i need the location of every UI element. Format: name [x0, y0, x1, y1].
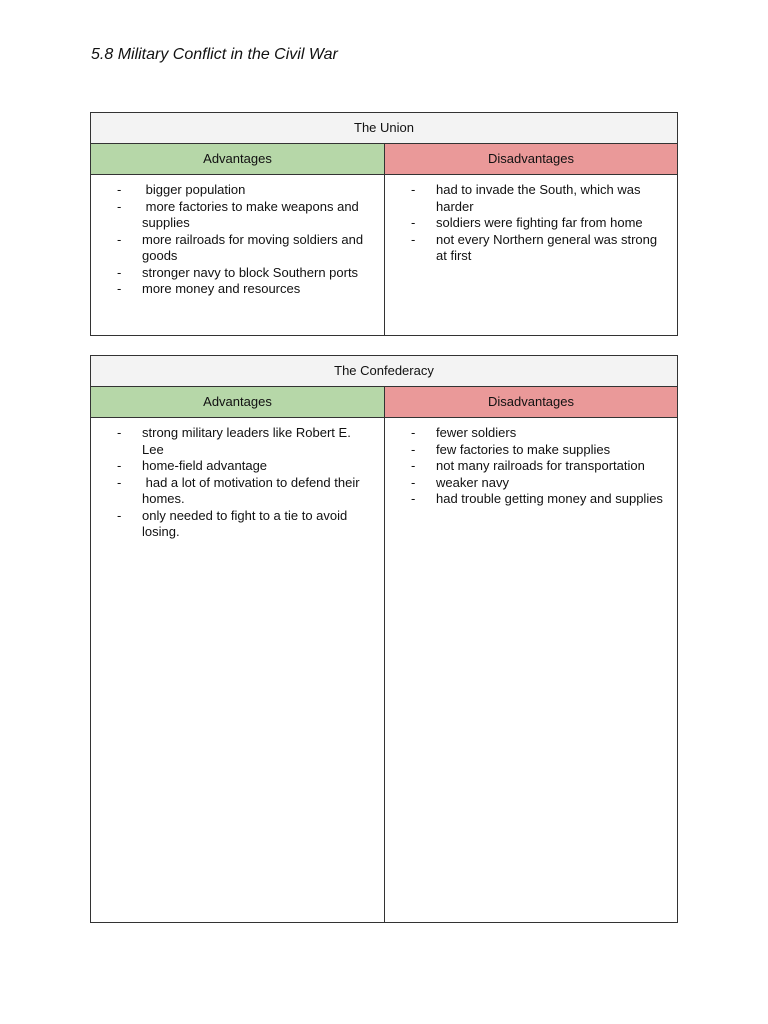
confederacy-disadvantages-cell [385, 418, 677, 922]
list-item-text: had trouble getting money and supplies [436, 491, 663, 506]
list-item [411, 425, 669, 442]
list-item [411, 182, 669, 215]
list-item [411, 458, 669, 475]
list-item-text: not many railroads for transportation [436, 458, 645, 473]
union-header-row [91, 144, 677, 175]
dash-marker: - [411, 231, 416, 247]
list-item-text: more factories to make weapons and supplies [142, 198, 363, 230]
confederacy-table [90, 355, 678, 923]
confederacy-advantages-cell [91, 418, 385, 922]
confederacy-table-title: The Confederacy [91, 356, 677, 387]
union-advantages-header: Advantages [91, 144, 385, 174]
list-item [117, 182, 376, 199]
dash-marker: - [117, 474, 122, 490]
list-item-text: stronger navy to block Southern ports [142, 264, 359, 280]
list-item-text: weaker navy [436, 474, 509, 490]
confederacy-advantages-header: Advantages [91, 387, 385, 417]
union-body-row [91, 175, 677, 335]
list-item [117, 232, 376, 265]
list-item-text: few factories to make supplies [436, 441, 611, 457]
dash-marker: - [117, 231, 122, 247]
list-item [117, 265, 376, 282]
list-item-text: had to invade the South, which was harder [436, 182, 645, 214]
list-item [411, 491, 669, 508]
dash-marker: - [117, 425, 122, 440]
dash-marker: - [411, 425, 416, 440]
union-disadvantages-cell [385, 175, 677, 335]
list-item [411, 442, 669, 459]
page-title: 5.8 Military Conflict in the Civil War [91, 46, 338, 63]
dash-marker: - [411, 474, 416, 490]
dash-marker: - [117, 264, 122, 280]
union-advantages-list [117, 182, 376, 298]
list-item [117, 425, 376, 458]
list-item-text: not every Northern general was strong at first [436, 231, 661, 263]
union-table-title: The Union [91, 113, 677, 144]
list-item-text: home-field advantage [142, 458, 268, 473]
confederacy-disadvantages-list [411, 425, 669, 508]
list-item [411, 475, 669, 492]
list-item-text: more money and resources [142, 281, 301, 296]
dash-marker: - [411, 491, 416, 506]
list-item-text: had a lot of motivation to defend their homes. [142, 474, 364, 506]
dash-marker: - [411, 182, 416, 197]
union-advantages-cell [91, 175, 385, 335]
confederacy-disadvantages-header: Disadvantages [385, 387, 677, 417]
list-item [117, 458, 376, 475]
dash-marker: - [411, 441, 416, 457]
dash-marker: - [117, 182, 122, 197]
dash-marker: - [117, 458, 122, 473]
dash-marker: - [411, 458, 416, 473]
dash-marker: - [117, 198, 122, 214]
list-item [117, 199, 376, 232]
list-item [117, 475, 376, 508]
list-item [411, 232, 669, 265]
list-item [411, 215, 669, 232]
confederacy-body-row [91, 418, 677, 922]
list-item-text: only needed to fight to a tie to avoid losing. [142, 507, 351, 539]
list-item-text: bigger population [142, 182, 246, 197]
dash-marker: - [411, 215, 416, 230]
confederacy-advantages-list [117, 425, 376, 541]
union-disadvantages-header: Disadvantages [385, 144, 677, 174]
union-disadvantages-list [411, 182, 669, 265]
list-item-text: soldiers were fighting far from home [436, 215, 643, 230]
list-item [117, 508, 376, 541]
confederacy-header-row [91, 387, 677, 418]
list-item [117, 281, 376, 298]
dash-marker: - [117, 281, 122, 296]
list-item-text: more railroads for moving soldiers and goods [142, 231, 367, 263]
list-item-text: fewer soldiers [436, 425, 517, 440]
union-table [90, 112, 678, 336]
dash-marker: - [117, 507, 122, 523]
list-item-text: strong military leaders like Robert E. Lee [142, 425, 355, 457]
